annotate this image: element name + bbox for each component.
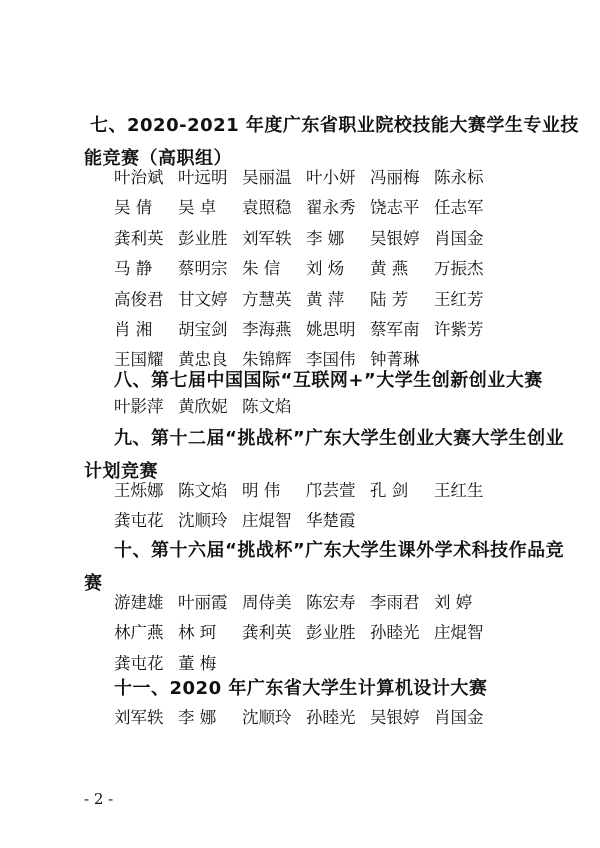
section-9-heading-line-1: 九、第十二届“挑战杯”广东大学生创业大赛大学生创业 [114,428,565,449]
person-name: 朱锦辉 [242,350,292,370]
person-name: 周侍美 [242,593,292,612]
person-name: 姚思明 [306,319,356,339]
person-name: 龚利英 [114,228,164,248]
person-name: 叶小妍 [306,168,356,187]
name-row [114,618,498,648]
person-name: 袁照稳 [242,198,292,218]
name-row [114,588,498,618]
name-row [114,285,498,315]
person-name: 明 伟 [242,481,281,500]
person-name: 吴银婷 [370,708,420,727]
person-name: 孙睦光 [370,623,420,643]
person-name: 陈宏寿 [306,593,356,612]
person-name: 吴银婷 [370,228,420,248]
person-name: 肖国金 [434,708,484,727]
section-11-heading [90,672,530,705]
person-name: 万振杰 [434,259,484,279]
person-name: 孙睦光 [306,708,356,727]
person-name: 李雨君 [370,593,420,612]
person-name: 刘 炀 [306,259,345,279]
person-name: 黄欣妮 [178,397,228,416]
person-name: 龚屯花 [114,653,164,673]
person-name: 刘 婷 [434,593,473,612]
person-name: 沈顺玲 [242,708,292,727]
person-name: 高俊君 [114,289,164,309]
person-name: 陈永标 [434,168,484,187]
person-name: 叶治斌 [114,168,164,187]
person-name: 吴 卓 [178,198,217,218]
person-name: 饶志平 [370,198,420,218]
person-name: 王红芳 [434,289,484,309]
person-name: 庄焜智 [242,511,292,531]
person-name: 王红生 [434,481,484,500]
person-name: 许紫芳 [434,319,484,339]
person-name: 陈文焰 [178,481,228,500]
person-name: 龚屯花 [114,511,164,531]
name-row [114,392,306,422]
person-name: 蔡军南 [370,319,420,339]
person-name: 刘军轶 [242,228,292,248]
section-8-heading-line-1: 八、第七届中国国际“互联网+”大学生创新创业大赛 [114,370,543,391]
name-row [114,315,498,345]
person-name: 王国耀 [114,350,164,370]
section-10-heading-line-2: 赛 [84,573,103,594]
section-7-heading-line-1: 七、2020-2021 年度广东省职业院校技能大赛学生专业技 [90,115,579,136]
person-name: 甘文婷 [178,289,228,309]
person-name: 游建雄 [114,593,164,612]
name-row [114,506,498,536]
section-10-name-list [114,588,498,679]
person-name: 董 梅 [178,653,217,673]
section-9-name-list [114,476,498,537]
person-name: 龚利英 [242,623,292,643]
person-name: 孔 剑 [370,481,409,500]
person-name: 任志军 [434,198,484,218]
page-number: - 2 - [84,790,114,808]
person-name: 沈顺玲 [178,511,228,531]
person-name: 叶丽霞 [178,593,228,612]
person-name: 彭业胜 [178,228,228,248]
person-name: 叶影萍 [114,397,164,416]
person-name: 黄 萍 [306,289,345,309]
name-row [114,224,498,254]
person-name: 陈文焰 [242,397,292,416]
person-name: 黄 燕 [370,259,409,279]
section-10-heading-line-1: 十、第十六届“挑战杯”广东大学生课外学术科技作品竞 [114,540,565,561]
section-11-heading-line-1: 十一、2020 年广东省大学生计算机设计大赛 [114,678,488,699]
person-name: 李国伟 [306,350,356,370]
person-name: 庄焜智 [434,623,484,643]
section-9-heading-line-2: 计划竞赛 [84,461,158,482]
person-name: 华楚霞 [306,511,356,531]
person-name: 林广燕 [114,623,164,643]
person-name: 李 娜 [178,708,217,727]
section-7-heading-line-2: 能竞赛（高职组） [84,148,232,169]
person-name: 李 娜 [306,228,345,248]
person-name: 钟菁琳 [370,350,420,370]
person-name: 冯丽梅 [370,168,420,187]
name-row [114,254,498,284]
section-7-name-list [114,163,498,376]
name-row [114,163,498,193]
name-row [114,476,498,506]
person-name: 肖 湘 [114,319,153,339]
person-name: 方慧英 [242,289,292,309]
person-name: 朱 信 [242,259,281,279]
person-name: 马 静 [114,259,153,279]
person-name: 吴丽温 [242,168,292,187]
person-name: 刘军轶 [114,708,164,727]
person-name: 黄忠良 [178,350,228,370]
person-name: 翟永秀 [306,198,356,218]
section-8-name-list [114,392,306,422]
name-row [114,703,498,733]
person-name: 李海燕 [242,319,292,339]
name-row [114,193,498,223]
person-name: 胡宝剑 [178,319,228,339]
person-name: 王烁娜 [114,481,164,500]
person-name: 彭业胜 [306,623,356,643]
section-11-name-list [114,703,498,733]
person-name: 叶远明 [178,168,228,187]
person-name: 陆 芳 [370,289,409,309]
person-name: 蔡明宗 [178,259,228,279]
person-name: 邝芸萱 [306,481,356,500]
person-name: 肖国金 [434,228,484,248]
person-name: 林 珂 [178,623,217,643]
person-name: 吴 倩 [114,198,153,218]
